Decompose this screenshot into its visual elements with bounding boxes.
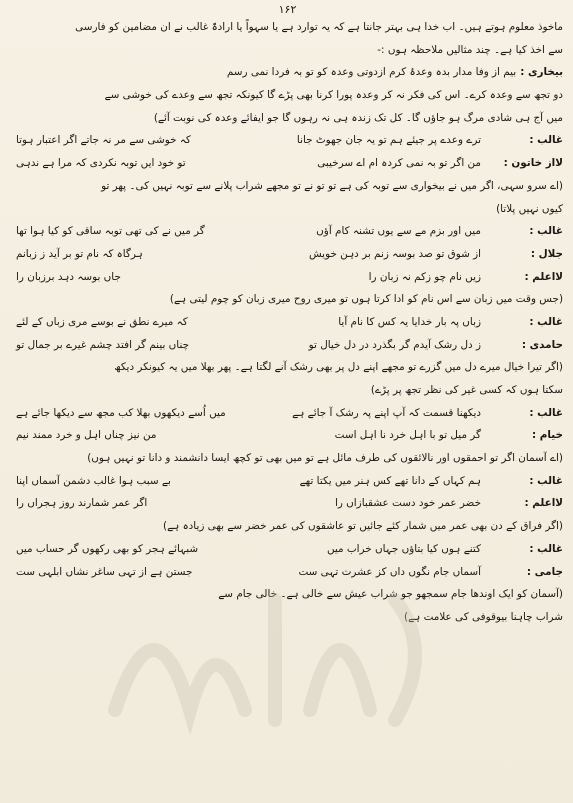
prose-text: (اے سرو سہی، اگر میں نے بیخواری سے توبہ کی ہے تو تو نے تو مجھے شراب پلانے سے توبہ نہیں کی۔ پھر تو — [101, 179, 563, 192]
verse-second-hemistich: شبہائے ہجر کو بھی رکھوں گر حساب میں — [16, 542, 199, 555]
verse-line — [12, 152, 563, 175]
verse-line — [12, 492, 563, 515]
prose-text: (آسمان کو ایک اوندھا جام سمجھو جو شراب عیش سے خالی ہے۔ خالی جام سے — [218, 588, 563, 601]
prose-line — [12, 515, 563, 538]
speaker-label: غالب : — [529, 134, 563, 147]
verse-first-hemistich: خضر عمر خود دست عشقبازاں را — [334, 497, 481, 510]
verse-first-hemistich: زیں نام چو زکم نہ زبان را — [368, 270, 481, 283]
prose-text: سکتا ہوں کہ کسی غیر کی نظر تجھ پر پڑے) — [370, 384, 563, 396]
verse-second-hemistich: بے سبب ہوا غالب دشمن آسماں اپنا — [16, 474, 171, 487]
verse-line — [12, 129, 563, 152]
verse-second-hemistich: تو خود ایں توبہ نکردی کہ مرا ہے ندہی — [16, 157, 186, 170]
page-number: ۱۶۲ — [278, 3, 297, 16]
verse-line — [12, 311, 563, 334]
verse-line — [12, 424, 563, 447]
verse-second-hemistich: چناں بینم گر افتد چشم غیرے بر جمال تو — [16, 338, 190, 351]
verse-second-hemistich: جستن ہے از تہی ساغر نشاں ابلہی ست — [16, 565, 193, 578]
verse-line — [12, 266, 563, 289]
prose-line — [12, 356, 563, 379]
verse-line — [12, 220, 563, 243]
verse-first-hemistich: از شوق تو صد بوسہ زنم بر دہن خویش — [308, 247, 481, 260]
verse-first-hemistich: ہم کہاں کے دانا تھے کس ہنر میں یکتا تھے — [299, 474, 481, 487]
verse-second-hemistich: جاں بوسہ دہد برزبان را — [16, 270, 121, 283]
prose-text: (اے آسمان اگر تو احمقوں اور نالائقوں کی طرف مائل ہے تو میں بھی تو کچھ ایسا دانشمند و دانا تو نہیں ہوں) — [87, 452, 563, 465]
verse-second-hemistich: گر میں نے کی تھی توبہ ساقی کو کیا ہوا تھا — [16, 225, 205, 238]
speaker-label: غالب : — [529, 315, 563, 328]
verse-first-hemistich: گر میل تو با اہل خرد نا اہل است — [334, 429, 481, 442]
prose-line — [12, 606, 563, 629]
verse-second-hemistich: کہ خوشی سے مر نہ جاتے اگر اعتبار ہوتا — [16, 134, 191, 147]
prose-text: بیم از وفا مدار بدہ وعدۂ کرم ازدوتی وعدہ کو تو بہ فردا نمی رسم — [226, 66, 517, 79]
prose-line — [12, 107, 563, 130]
prose-line — [12, 198, 563, 221]
speaker-label: حامدی : — [521, 338, 563, 351]
verse-first-hemistich: دیکھنا قسمت کہ آپ اپنے پہ رشک آ جائے ہے — [292, 406, 481, 419]
verse-line — [12, 538, 563, 561]
verse-line — [12, 243, 563, 266]
speaker-label: لااعلم : — [524, 497, 563, 510]
prose-text: کیوں نہیں پلاتا) — [496, 202, 563, 215]
prose-text: (اگر تیرا خیال میرے دل میں گزرے تو مجھے اپنے دل پر بھی رشک آنے لگتا ہے۔ پھر بھلا میں یہ کیونکر دیکھ — [114, 361, 563, 374]
prose-text: میں آج ہی شادی مرگ ہو جاؤں گا۔ کل تک زندہ ہی نہ رہوں گا جو ایفائے وعدہ کی نوبت آئے) — [153, 111, 563, 124]
verse-first-hemistich: زباں پہ بار خدایا یہ کس کا نام آیا — [338, 315, 481, 328]
prose-line — [12, 61, 563, 84]
speaker-label: غالب : — [529, 225, 563, 238]
verse-line — [12, 334, 563, 357]
prose-text: دو تجھ سے وعدہ کرے۔ اس کی فکر نہ کر وعدہ پورا کرنا بھی پڑے گا کیونکہ تجھ سے وعدے کی خوشی سے — [104, 89, 563, 102]
verse-first-hemistich: آسماں جام نگوں داں کز عشرت تہی ست — [298, 565, 481, 578]
speaker-label: خیام : — [531, 429, 563, 442]
speaker-label: غالب : — [529, 542, 563, 555]
verse-second-hemistich: من نیز چناں اہل و خرد ممند نیم — [16, 429, 157, 442]
prose-line — [12, 379, 563, 402]
verse-first-hemistich: کتنے ہوں کیا بتاؤں جہاں خراب میں — [326, 542, 481, 555]
verse-line — [12, 561, 563, 584]
verse-first-hemistich: ز دل رشک آیدم گر بگذرد در دل خیال تو — [308, 338, 481, 351]
verse-first-hemistich: ترے وعدے پر جیئے ہم تو یہ جان جھوٹ جانا — [296, 134, 481, 147]
prose-text: ماخوذ معلوم ہوتے ہیں۔ اب خدا ہی بہتر جانتا ہے کہ یہ توارد ہے یا سہواً یا ارادۃً غالب نے ان مضامین کو فارسی — [75, 21, 563, 33]
speaker-label: جامی : — [526, 565, 563, 578]
prose-line — [12, 84, 563, 107]
page-body — [12, 16, 563, 629]
verse-second-hemistich: میں اُسے دیکھوں بھلا کب مجھ سے دیکھا جائے ہے — [16, 406, 226, 419]
speaker-label: غالب : — [529, 474, 563, 487]
prose-line — [12, 288, 563, 311]
prose-line — [12, 175, 563, 198]
prose-text: سے اخذ کیا ہے۔ چند مثالیں ملاحظہ ہوں :- — [377, 43, 563, 56]
verse-first-hemistich: من اگر تو بہ نمی کردہ ام اے سرخیبی — [317, 157, 481, 170]
prose-text: (اگر فراق کے دن بھی عمر میں شمار کئے جائیں تو عاشقوں کی عمر خضر سے بھی زیادہ ہے) — [163, 520, 563, 533]
verse-second-hemistich: کہ میرے نطق نے بوسے مری زباں کے لئے — [16, 315, 188, 328]
speaker-label: غالب : — [529, 406, 563, 419]
speaker-label: لااز خاتون : — [503, 157, 563, 170]
speaker-label: بیخاری : — [520, 66, 563, 79]
prose-line — [12, 583, 563, 606]
verse-first-hemistich: میں اور بزم مے سے یوں تشنہ کام آؤں — [316, 225, 481, 238]
speaker-label: جلال : — [530, 247, 563, 260]
verse-second-hemistich: ہرگاہ کہ نام تو بر آید ز زبانم — [16, 247, 143, 260]
prose-line — [12, 16, 563, 39]
prose-line — [12, 447, 563, 470]
prose-text: شراب چاہنا بیوقوفی کی علامت ہے) — [404, 610, 563, 623]
verse-second-hemistich: اگر عمر شمارند روز ہجراں را — [16, 497, 148, 510]
verse-line — [12, 402, 563, 425]
prose-text: (جس وقت میں زبان سے اس نام کو ادا کرتا ہوں تو میری روح میری زبان کو چوم لیتی ہے) — [169, 293, 563, 306]
speaker-label: لااعلم : — [524, 270, 563, 283]
prose-line — [12, 39, 563, 62]
verse-line — [12, 470, 563, 493]
